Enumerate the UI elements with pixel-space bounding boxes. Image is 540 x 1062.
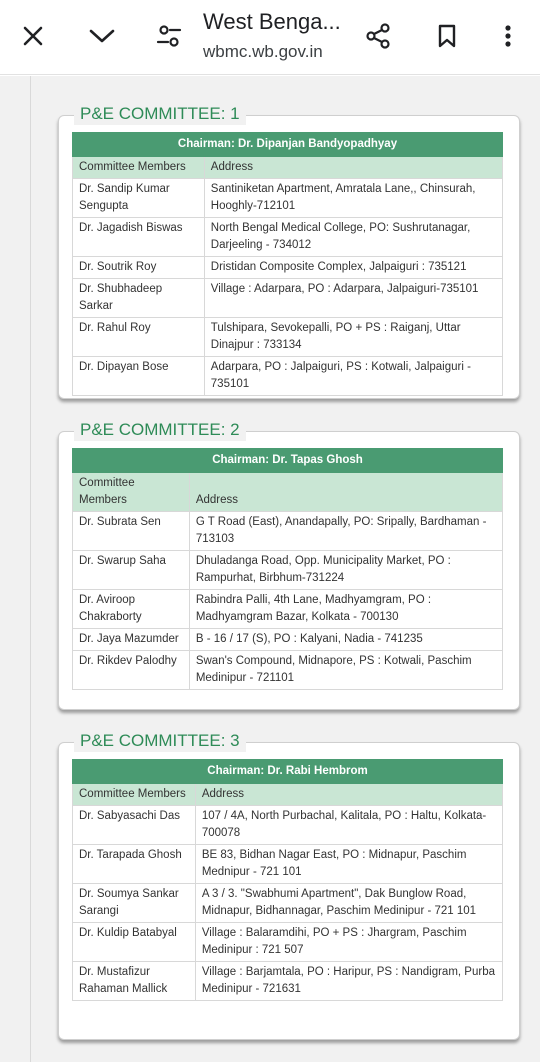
member-address: Rabindra Palli, 4th Lane, Madhyamgram, PO : Madhyamgram Bazar, Kolkata - 700130 [189, 590, 502, 629]
member-name: Dr. Sabyasachi Das [73, 806, 196, 845]
table-header-row [73, 157, 503, 179]
committee-title-3: P&E COMMITTEE: 3 [74, 730, 246, 752]
table-row [73, 884, 503, 923]
column-header-members: Committee Members [73, 784, 196, 806]
column-header-members: Committee Members [73, 473, 190, 512]
tune-icon [156, 24, 182, 48]
column-header-address: Address [204, 157, 502, 179]
chairman-name: Chairman: Dr. Tapas Ghosh [73, 449, 503, 473]
column-header-address: Address [189, 473, 502, 512]
member-name: Dr. Jagadish Biswas [73, 218, 205, 257]
page-content [0, 76, 540, 1062]
chevron-down-icon [89, 28, 115, 44]
table-header-row [73, 473, 503, 512]
member-name: Dr. Shubhadeep Sarkar [73, 279, 205, 318]
table-row [73, 218, 503, 257]
member-address: Village : Adarpara, PO : Adarpara, Jalpaiguri-735101 [204, 279, 502, 318]
browser-toolbar [0, 0, 540, 75]
bookmark-icon [437, 24, 457, 48]
chairman-row [73, 760, 503, 784]
member-name: Dr. Soutrik Roy [73, 257, 205, 279]
member-address: Dristidan Composite Complex, Jalpaiguri : 735121 [204, 257, 502, 279]
table-row [73, 318, 503, 357]
member-address: Village : Balaramdihi, PO + PS : Jhargram, Paschim Medinipur : 721 507 [195, 923, 502, 962]
collapse-button[interactable] [84, 18, 120, 54]
close-button[interactable] [15, 18, 51, 54]
member-name: Dr. Aviroop Chakraborty [73, 590, 190, 629]
share-button[interactable] [360, 18, 396, 54]
member-address: Tulshipara, Sevokepalli, PO + PS : Raiganj, Uttar Dinajpur : 733134 [204, 318, 502, 357]
table-header-row [73, 784, 503, 806]
chairman-row [73, 449, 503, 473]
member-address: North Bengal Medical College, PO: Sushrutanagar, Darjeeling - 734012 [204, 218, 502, 257]
member-address: Village : Barjamtala, PO : Haripur, PS : Nandigram, Purba Medinipur - 721631 [195, 962, 502, 1001]
table-row [73, 179, 503, 218]
member-name: Dr. Swarup Saha [73, 551, 190, 590]
table-row [73, 257, 503, 279]
member-name: Dr. Rahul Roy [73, 318, 205, 357]
committee-title-1: P&E COMMITTEE: 1 [74, 103, 246, 125]
committee-table-1 [72, 132, 503, 396]
site-settings-button[interactable] [151, 18, 187, 54]
member-address: B - 16 / 17 (S), PO : Kalyani, Nadia - 741235 [189, 629, 502, 651]
table-row [73, 962, 503, 1001]
close-icon [22, 25, 44, 47]
member-address: Santiniketan Apartment, Amratala Lane,, Chinsurah, Hooghly-712101 [204, 179, 502, 218]
committee-table-2 [72, 448, 503, 690]
chairman-row [73, 133, 503, 157]
table-row [73, 806, 503, 845]
column-header-address: Address [195, 784, 502, 806]
table-row [73, 590, 503, 629]
column-header-members: Committee Members [73, 157, 205, 179]
member-name: Dr. Mustafizur Rahaman Mallick [73, 962, 196, 1001]
member-address: Swan's Compound, Midnapore, PS : Kotwali, Paschim Medinipur - 721101 [189, 651, 502, 690]
chairman-name: Chairman: Dr. Rabi Hembrom [73, 760, 503, 784]
member-address: Dhuladanga Road, Opp. Municipality Market, PO : Rampurhat, Birbhum-731224 [189, 551, 502, 590]
margin-rule [30, 76, 31, 1062]
member-name: Dr. Soumya Sankar Sarangi [73, 884, 196, 923]
committee-table-3 [72, 759, 503, 1001]
bookmark-button[interactable] [429, 18, 465, 54]
member-address: G T Road (East), Anandapally, PO: Sripally, Bardhaman - 713103 [189, 512, 502, 551]
committee-title-2: P&E COMMITTEE: 2 [74, 419, 246, 441]
table-row [73, 357, 503, 396]
page-title: West Benga... [203, 9, 341, 34]
member-name: Dr. Kuldip Batabyal [73, 923, 196, 962]
member-address: Adarpara, PO : Jalpaiguri, PS : Kotwali, Jalpaiguri - 735101 [204, 357, 502, 396]
table-row [73, 551, 503, 590]
member-name: Dr. Rikdev Palodhy [73, 651, 190, 690]
table-row [73, 629, 503, 651]
member-name: Dr. Sandip Kumar Sengupta [73, 179, 205, 218]
share-icon [365, 23, 391, 49]
table-row [73, 651, 503, 690]
member-address: 107 / 4A, North Purbachal, Kalitala, PO : Haltu, Kolkata-700078 [195, 806, 502, 845]
table-row [73, 279, 503, 318]
member-name: Dr. Dipayan Bose [73, 357, 205, 396]
member-address: A 3 / 3. "Swabhumi Apartment", Dak Bunglow Road, Midnapur, Bidhannagar, Paschim Medinipur - 721 101 [195, 884, 502, 923]
chairman-name: Chairman: Dr. Dipanjan Bandyopadhyay [73, 133, 503, 157]
table-row [73, 845, 503, 884]
more-options-button[interactable] [490, 18, 526, 54]
page-url[interactable]: wbmc.wb.gov.in [203, 42, 323, 61]
member-name: Dr. Subrata Sen [73, 512, 190, 551]
table-row [73, 923, 503, 962]
more-vert-icon [504, 24, 512, 48]
member-address: BE 83, Bidhan Nagar East, PO : Midnapur, Paschim Mednipur - 721 101 [195, 845, 502, 884]
table-row [73, 512, 503, 551]
member-name: Dr. Tarapada Ghosh [73, 845, 196, 884]
member-name: Dr. Jaya Mazumder [73, 629, 190, 651]
